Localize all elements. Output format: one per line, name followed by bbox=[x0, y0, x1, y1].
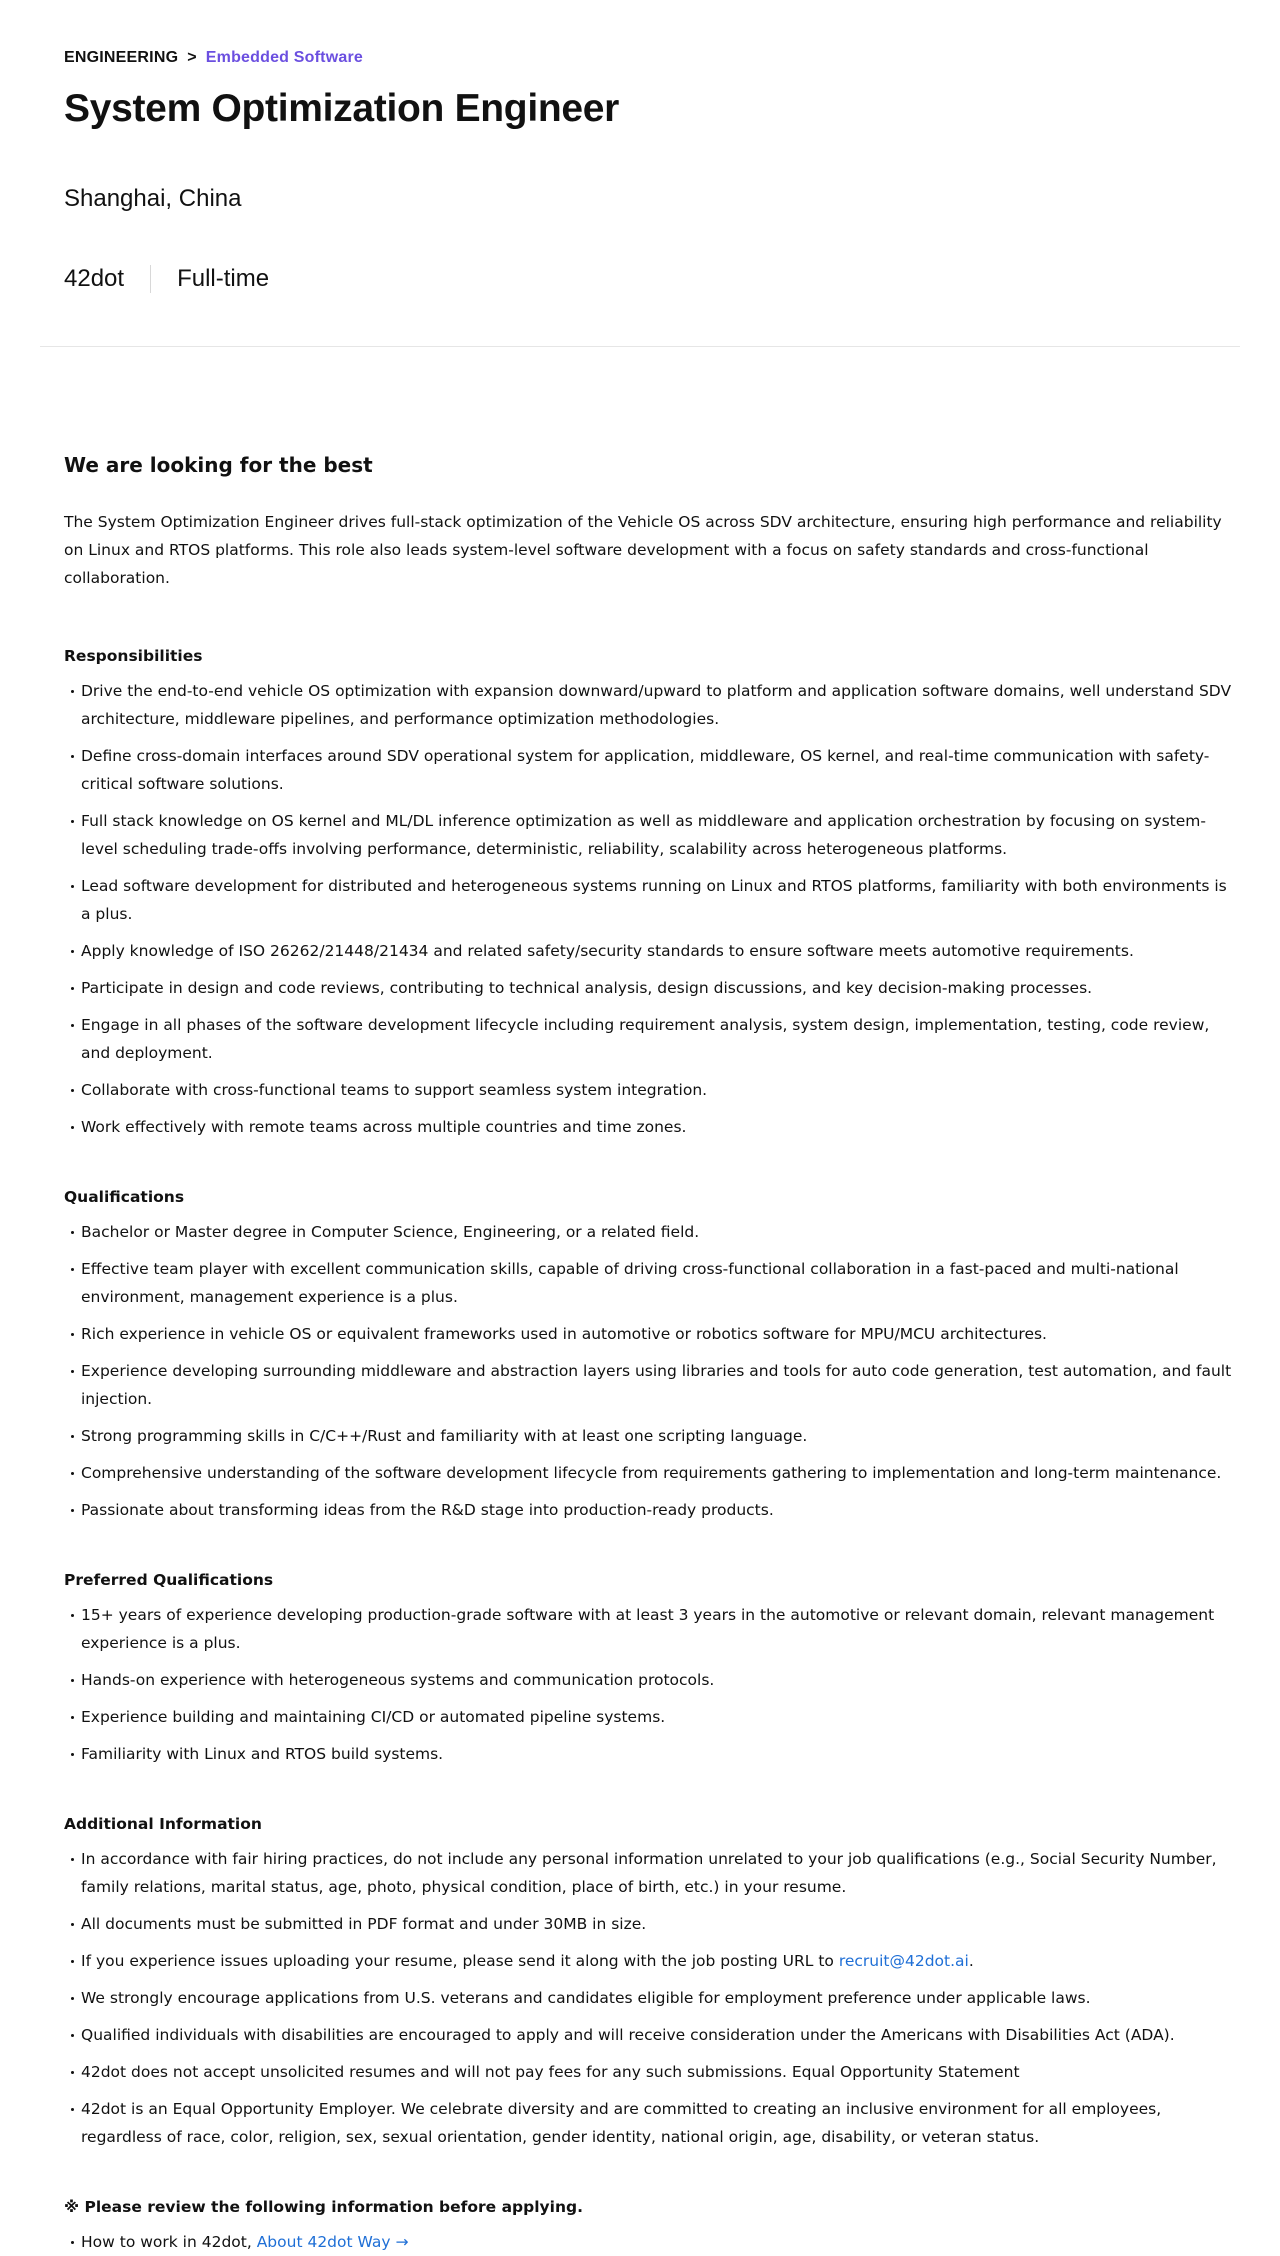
responsibilities-list bbox=[64, 677, 1234, 1141]
list-item: Rich experience in vehicle OS or equivalent frameworks used in automotive or robotics software for MPU/MCU architectures. bbox=[64, 1320, 1234, 1348]
section-heading: Preferred Qualifications bbox=[64, 1571, 274, 1589]
job-description bbox=[64, 450, 1234, 2256]
job-meta bbox=[64, 264, 1216, 294]
list-item: Familiarity with Linux and RTOS build systems. bbox=[64, 1740, 1234, 1768]
list-item: 15+ years of experience developing production-grade software with at least 3 years in the automotive or relevant domain, relevant management experience is a plus. bbox=[64, 1601, 1234, 1657]
review-section bbox=[64, 2195, 1234, 2256]
list-item: Participate in design and code reviews, contributing to technical analysis, design discussions, and key decision-making processes. bbox=[64, 974, 1234, 1002]
list-item: Apply knowledge of ISO 26262/21448/21434 and related safety/security standards to ensure software meets automotive requirements. bbox=[64, 937, 1234, 965]
additional-information-section bbox=[64, 1812, 1234, 2151]
breadcrumb bbox=[64, 48, 1216, 68]
list-item: Strong programming skills in C/C++/Rust and familiarity with at least one scripting language. bbox=[64, 1422, 1234, 1450]
breadcrumb-separator: > bbox=[187, 49, 197, 66]
list-item: Comprehensive understanding of the software development lifecycle from requirements gathering to implementation and long-term maintenance. bbox=[64, 1459, 1234, 1487]
list-item: Full stack knowledge on OS kernel and ML/DL inference optimization as well as middleware and application orchestration by focusing on system-level scheduling trade-offs involving performance, deterministic, reliability, scalability across heterogeneous platforms. bbox=[64, 807, 1234, 863]
list-item: We strongly encourage applications from U.S. veterans and candidates eligible for employment preference under applicable laws. bbox=[64, 1984, 1234, 2012]
list-item-text: If you experience issues uploading your resume, please send it along with the job posting URL to bbox=[81, 1952, 839, 1970]
page-title: System Optimization Engineer bbox=[64, 87, 620, 130]
list-item: In accordance with fair hiring practices, do not include any personal information unrelated to your job qualifications (e.g., Social Security Number, family relations, marital status, age, photo, physical condition, place of birth, etc.) in your resume. bbox=[64, 1845, 1234, 1901]
intro-heading: We are looking for the best bbox=[64, 453, 373, 477]
intro-text: The System Optimization Engineer drives full-stack optimization of the Vehicle OS across SDV architecture, ensuring high performance and reliability on Linux and RTOS platforms. This role also leads system-level software development with a focus on safety standards and cross-functional collaboration. bbox=[64, 513, 1222, 587]
list-item: Passionate about transforming ideas from the R&D stage into production-ready products. bbox=[64, 1496, 1234, 1524]
about-42dot-way-link[interactable]: About 42dot Way → bbox=[256, 2233, 409, 2251]
list-item: Lead software development for distributed and heterogeneous systems running on Linux and RTOS platforms, familiarity with both environments is a plus. bbox=[64, 872, 1234, 928]
list-item: All documents must be submitted in PDF format and under 30MB in size. bbox=[64, 1910, 1234, 1938]
list-item: Engage in all phases of the software development lifecycle including requirement analysis, system design, implementation, testing, code review, and deployment. bbox=[64, 1011, 1234, 1067]
list-item-text: . bbox=[968, 1952, 974, 1970]
preferred-qualifications-list bbox=[64, 1601, 1234, 1768]
breadcrumb-root[interactable]: ENGINEERING bbox=[64, 49, 179, 66]
list-item: Effective team player with excellent communication skills, capable of driving cross-functional collaboration in a fast-paced and multi-national environment, management experience is a plus. bbox=[64, 1255, 1234, 1311]
section-heading: Qualifications bbox=[64, 1188, 185, 1206]
employment-type: Full-time bbox=[177, 265, 270, 292]
section-heading: Additional Information bbox=[64, 1815, 262, 1833]
list-item: 42dot is an Equal Opportunity Employer. We celebrate diversity and are committed to creating an inclusive environment for all employees, regardless of race, color, religion, sex, sexual orientation, gender identity, national origin, age, disability, or veteran status. bbox=[64, 2095, 1234, 2151]
job-location: Shanghai, China bbox=[64, 185, 242, 212]
list-item-text: How to work in 42dot, bbox=[81, 2233, 257, 2251]
job-header bbox=[0, 0, 1280, 294]
header-divider bbox=[40, 346, 1240, 347]
responsibilities-section bbox=[64, 644, 1234, 1141]
list-item bbox=[64, 2228, 1234, 2256]
list-item bbox=[64, 1947, 1234, 1975]
list-item: Work effectively with remote teams across multiple countries and time zones. bbox=[64, 1113, 1234, 1141]
review-list bbox=[64, 2228, 1234, 2256]
list-item: Experience developing surrounding middleware and abstraction layers using libraries and tools for auto code generation, test automation, and fault injection. bbox=[64, 1357, 1234, 1413]
company-name: 42dot bbox=[64, 265, 125, 292]
recruit-email-link[interactable]: recruit@42dot.ai bbox=[838, 1952, 969, 1970]
list-item: Experience building and maintaining CI/CD or automated pipeline systems. bbox=[64, 1703, 1234, 1731]
section-heading: ※ Please review the following information before applying. bbox=[64, 2198, 583, 2216]
list-item: Define cross-domain interfaces around SDV operational system for application, middleware, OS kernel, and real-time communication with safety-critical software solutions. bbox=[64, 742, 1234, 798]
list-item: Collaborate with cross-functional teams to support seamless system integration. bbox=[64, 1076, 1234, 1104]
list-item: Drive the end-to-end vehicle OS optimization with expansion downward/upward to platform and application software domains, well understand SDV architecture, middleware pipelines, and performance optimization methodologies. bbox=[64, 677, 1234, 733]
list-item: Qualified individuals with disabilities are encouraged to apply and will receive consideration under the Americans with Disabilities Act (ADA). bbox=[64, 2021, 1234, 2049]
breadcrumb-current[interactable]: Embedded Software bbox=[205, 49, 363, 66]
list-item: Hands-on experience with heterogeneous systems and communication protocols. bbox=[64, 1666, 1234, 1694]
qualifications-list bbox=[64, 1218, 1234, 1524]
preferred-qualifications-section bbox=[64, 1568, 1234, 1768]
qualifications-section bbox=[64, 1185, 1234, 1524]
section-heading: Responsibilities bbox=[64, 647, 203, 665]
additional-information-list bbox=[64, 1845, 1234, 2151]
list-item: 42dot does not accept unsolicited resumes and will not pay fees for any such submissions. Equal Opportunity Statement bbox=[64, 2058, 1234, 2086]
list-item: Bachelor or Master degree in Computer Science, Engineering, or a related field. bbox=[64, 1218, 1234, 1246]
